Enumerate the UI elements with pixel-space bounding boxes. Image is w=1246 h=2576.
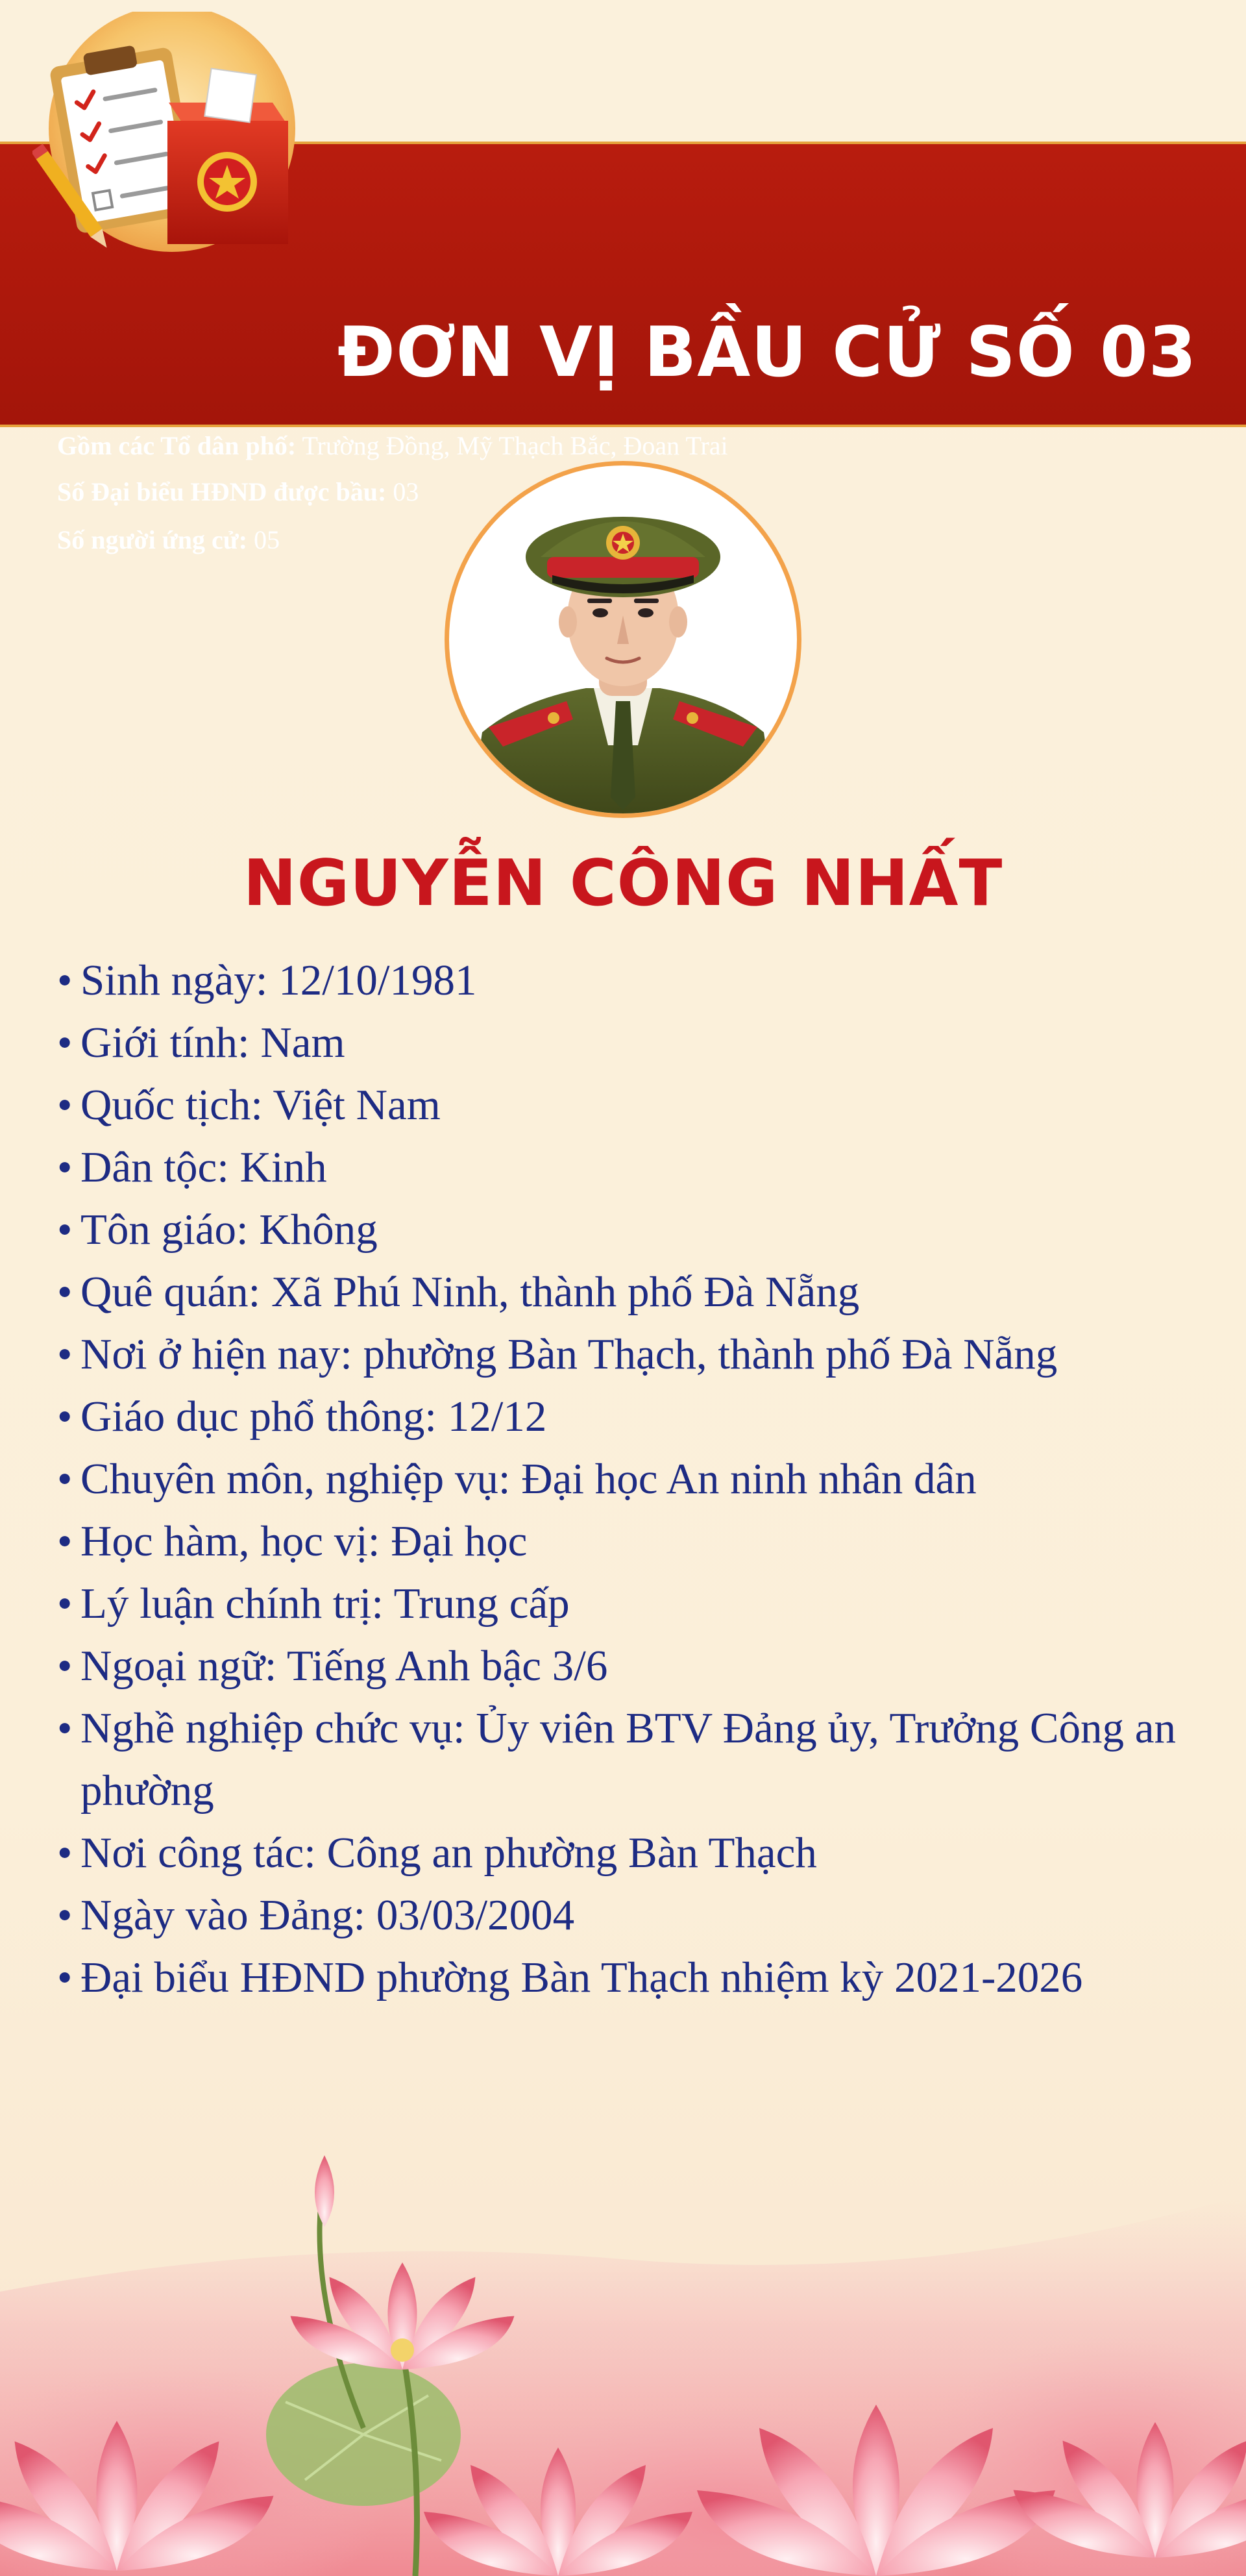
delegates-label: Số Đại biểu HĐND được bầu: xyxy=(57,477,387,506)
detail-political-theory: • Lý luận chính trị: Trung cấp xyxy=(57,1572,1199,1635)
candidate-portrait xyxy=(443,460,803,819)
delegates-info xyxy=(57,479,419,505)
candidate-name: NGUYỄN CÔNG NHẤT xyxy=(243,847,1003,921)
detail-academic-degree: • Học hàm, học vị: Đại học xyxy=(57,1510,1199,1572)
detail-ethnicity: • Dân tộc: Kinh xyxy=(57,1136,1199,1198)
detail-party-admission-date: • Ngày vào Đảng: 03/03/2004 xyxy=(57,1884,1199,1946)
page-title: ĐƠN VỊ BẦU CỬ SỐ 03 xyxy=(337,312,1197,392)
detail-general-education: • Giáo dục phổ thông: 12/12 xyxy=(57,1385,1199,1448)
detail-foreign-language: • Ngoại ngữ: Tiếng Anh bậc 3/6 xyxy=(57,1635,1199,1697)
lotus-flower-decoration xyxy=(0,2155,1246,2576)
candidates-label: Số người ứng cử: xyxy=(57,525,248,554)
detail-residence: • Nơi ở hiện nay: phường Bàn Thạch, thành phố Đà Nẵng xyxy=(57,1323,1199,1385)
detail-gender: • Giới tính: Nam xyxy=(57,1011,1199,1074)
detail-workplace: • Nơi công tác: Công an phường Bàn Thạch xyxy=(57,1822,1199,1884)
detail-hometown: • Quê quán: Xã Phú Ninh, thành phố Đà Nẵng xyxy=(57,1261,1199,1323)
ballot-box-checklist-icon xyxy=(32,12,299,265)
wards-value: Trường Đồng, Mỹ Thạch Bắc, Đoan Trai xyxy=(302,431,728,460)
wards-label: Gồm các Tổ dân phố: xyxy=(57,431,297,460)
delegates-value: 03 xyxy=(393,477,419,506)
detail-occupation-position: • Nghề nghiệp chức vụ: Ủy viên BTV Đảng ủy, Trưởng Công an phường xyxy=(57,1697,1199,1822)
detail-religion: • Tôn giáo: Không xyxy=(57,1198,1199,1261)
candidates-info xyxy=(57,527,280,553)
wards-info xyxy=(57,433,728,459)
candidate-details-list xyxy=(57,949,1199,2009)
detail-nationality: • Quốc tịch: Việt Nam xyxy=(57,1074,1199,1136)
candidates-value: 05 xyxy=(254,525,280,554)
detail-council-delegate-term: • Đại biểu HĐND phường Bàn Thạch nhiệm kỳ 2021-2026 xyxy=(57,1946,1199,2009)
detail-birth-date: • Sinh ngày: 12/10/1981 xyxy=(57,949,1199,1011)
detail-professional-training: • Chuyên môn, nghiệp vụ: Đại học An ninh nhân dân xyxy=(57,1448,1199,1510)
